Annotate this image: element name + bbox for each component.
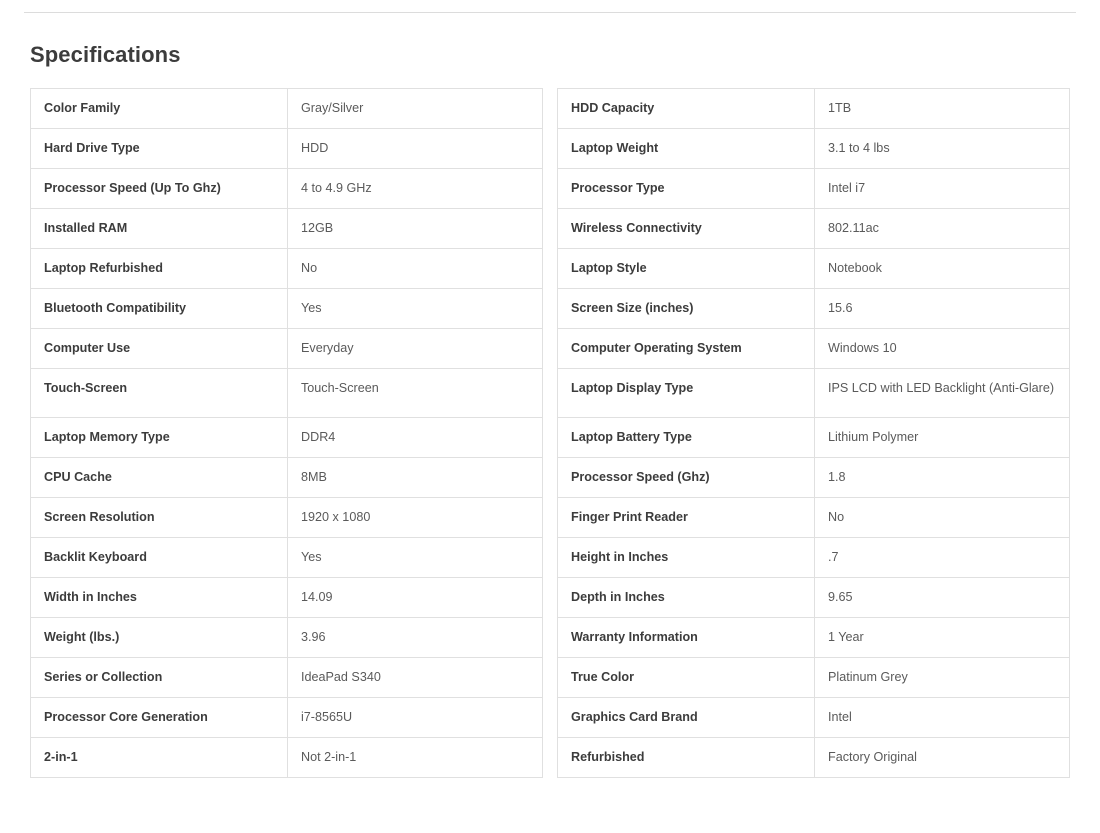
spec-label: Computer Operating System [558, 329, 815, 369]
spec-value: 1.8 [815, 458, 1070, 498]
table-row [558, 458, 1070, 498]
spec-label: Laptop Style [558, 249, 815, 289]
table-row [31, 329, 543, 369]
table-row [558, 169, 1070, 209]
spec-label: Processor Speed (Up To Ghz) [31, 169, 288, 209]
spec-value: 3.1 to 4 lbs [815, 129, 1070, 169]
spec-value: 1920 x 1080 [288, 498, 543, 538]
table-row [558, 698, 1070, 738]
spec-value: IdeaPad S340 [288, 658, 543, 698]
spec-value: 14.09 [288, 578, 543, 618]
table-row [558, 658, 1070, 698]
spec-value: Everyday [288, 329, 543, 369]
spec-value: 8MB [288, 458, 543, 498]
spec-value: 1 Year [815, 618, 1070, 658]
spec-label: Processor Speed (Ghz) [558, 458, 815, 498]
spec-label: Screen Size (inches) [558, 289, 815, 329]
table-row [558, 418, 1070, 458]
spec-label: Series or Collection [31, 658, 288, 698]
table-row [558, 289, 1070, 329]
spec-value: IPS LCD with LED Backlight (Anti-Glare) [815, 369, 1070, 418]
table-row [31, 209, 543, 249]
spec-value: 12GB [288, 209, 543, 249]
right-specification-table [557, 88, 1070, 778]
table-row [558, 369, 1070, 418]
spec-label: Touch-Screen [31, 369, 288, 418]
spec-value: No [288, 249, 543, 289]
table-row [31, 538, 543, 578]
spec-label: Laptop Display Type [558, 369, 815, 418]
spec-value: Notebook [815, 249, 1070, 289]
spec-label: Refurbished [558, 738, 815, 778]
table-row [558, 618, 1070, 658]
table-row [31, 89, 543, 129]
table-row [31, 249, 543, 289]
spec-label: Hard Drive Type [31, 129, 288, 169]
spec-label: 2-in-1 [31, 738, 288, 778]
specifications-tables-container [30, 88, 1071, 778]
spec-value: Not 2-in-1 [288, 738, 543, 778]
spec-value: Lithium Polymer [815, 418, 1070, 458]
spec-value: Touch-Screen [288, 369, 543, 418]
left-specification-table-body [31, 89, 543, 778]
spec-value: .7 [815, 538, 1070, 578]
spec-label: Laptop Memory Type [31, 418, 288, 458]
spec-value: 9.65 [815, 578, 1070, 618]
spec-label: Backlit Keyboard [31, 538, 288, 578]
table-row [31, 498, 543, 538]
table-row [31, 169, 543, 209]
table-row [31, 289, 543, 329]
spec-value: 802.11ac [815, 209, 1070, 249]
spec-value: i7-8565U [288, 698, 543, 738]
table-row [31, 618, 543, 658]
spec-label: Width in Inches [31, 578, 288, 618]
spec-value: HDD [288, 129, 543, 169]
header-divider [24, 12, 1076, 13]
table-row [558, 578, 1070, 618]
spec-label: Graphics Card Brand [558, 698, 815, 738]
table-row [558, 129, 1070, 169]
spec-label: CPU Cache [31, 458, 288, 498]
spec-label: True Color [558, 658, 815, 698]
table-row [558, 89, 1070, 129]
spec-label: Processor Core Generation [31, 698, 288, 738]
spec-value: Platinum Grey [815, 658, 1070, 698]
table-row [558, 209, 1070, 249]
table-row [558, 738, 1070, 778]
table-row [31, 418, 543, 458]
spec-label: Bluetooth Compatibility [31, 289, 288, 329]
table-row [31, 129, 543, 169]
spec-value: Factory Original [815, 738, 1070, 778]
spec-label: Screen Resolution [31, 498, 288, 538]
left-specification-table [30, 88, 543, 778]
spec-value: 4 to 4.9 GHz [288, 169, 543, 209]
table-row [558, 329, 1070, 369]
spec-label: Depth in Inches [558, 578, 815, 618]
spec-value: Gray/Silver [288, 89, 543, 129]
spec-value: Intel i7 [815, 169, 1070, 209]
spec-label: Laptop Battery Type [558, 418, 815, 458]
spec-value: 3.96 [288, 618, 543, 658]
spec-label: Weight (lbs.) [31, 618, 288, 658]
right-specification-table-body [558, 89, 1070, 778]
spec-label: Laptop Refurbished [31, 249, 288, 289]
spec-value: Yes [288, 289, 543, 329]
spec-label: Laptop Weight [558, 129, 815, 169]
spec-value: No [815, 498, 1070, 538]
table-row [558, 249, 1070, 289]
table-row [31, 698, 543, 738]
spec-label: Color Family [31, 89, 288, 129]
table-row [558, 538, 1070, 578]
spec-label: Computer Use [31, 329, 288, 369]
table-row [558, 498, 1070, 538]
table-row [31, 658, 543, 698]
spec-value: Windows 10 [815, 329, 1070, 369]
spec-value: DDR4 [288, 418, 543, 458]
spec-label: Installed RAM [31, 209, 288, 249]
table-row [31, 578, 543, 618]
spec-value: 15.6 [815, 289, 1070, 329]
spec-label: Processor Type [558, 169, 815, 209]
spec-value: 1TB [815, 89, 1070, 129]
spec-value: Intel [815, 698, 1070, 738]
table-row [31, 369, 543, 418]
table-row [31, 738, 543, 778]
spec-label: Height in Inches [558, 538, 815, 578]
spec-label: Wireless Connectivity [558, 209, 815, 249]
table-row [31, 458, 543, 498]
spec-label: HDD Capacity [558, 89, 815, 129]
spec-label: Warranty Information [558, 618, 815, 658]
spec-value: Yes [288, 538, 543, 578]
page-title: Specifications [30, 42, 181, 67]
spec-label: Finger Print Reader [558, 498, 815, 538]
